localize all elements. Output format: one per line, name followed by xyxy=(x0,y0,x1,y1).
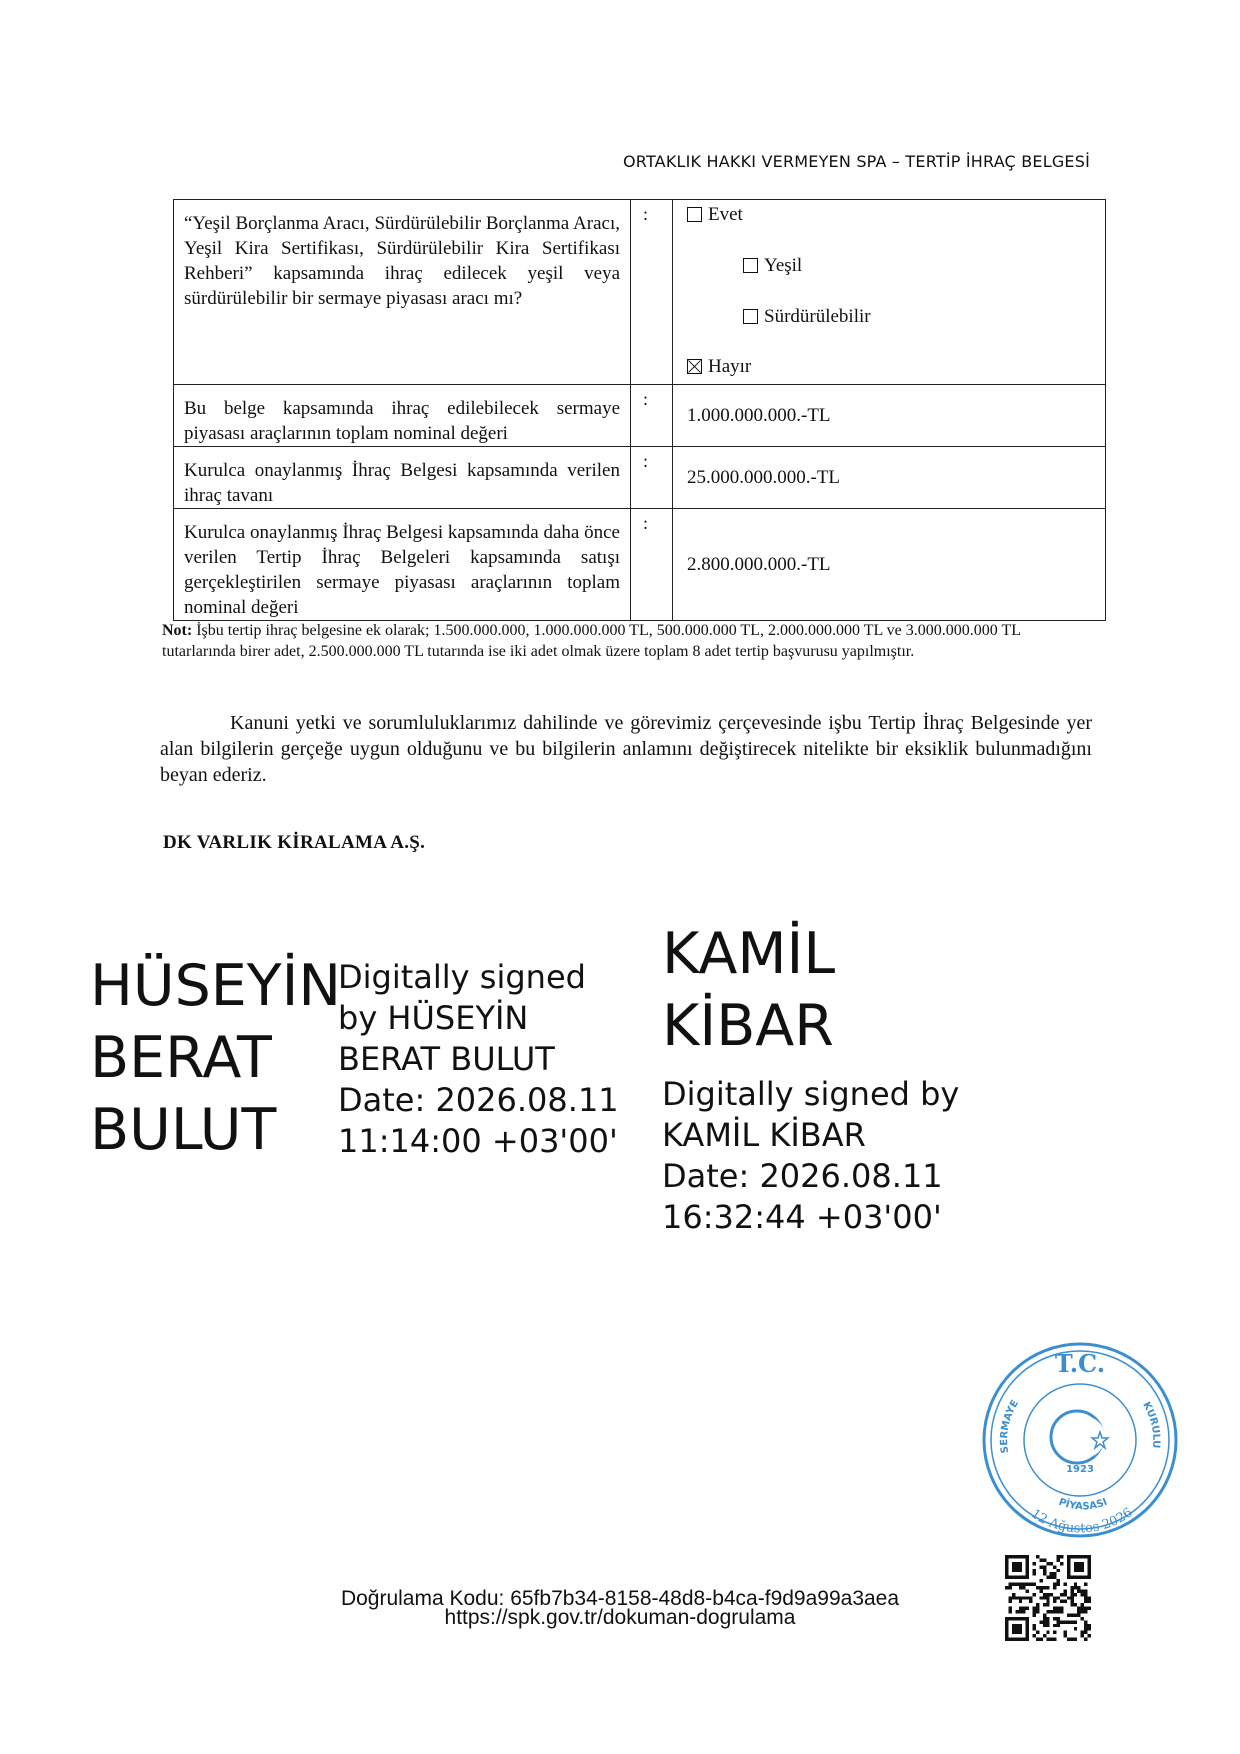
qr-code-icon[interactable] xyxy=(1005,1555,1091,1641)
question-cell: “Yeşil Borçlanma Aracı, Sürdürülebilir Borçlanma Aracı, Yeşil Kira Sertifikası, Sürdürülebilir Kira Sertifikası Rehberi” kapsamında ihraç edilecek yeşil veya sürdürülebilir bir sermaye piyasası aracı mı? xyxy=(174,200,631,385)
checkbox-unchecked-icon[interactable] xyxy=(743,309,758,324)
colon-cell: : xyxy=(631,385,673,447)
value-text: 1.000.000.000.-TL xyxy=(687,405,831,426)
signer-2-digital-signature[interactable] xyxy=(662,1074,959,1238)
declaration-paragraph: Kanuni yetki ve sorumluluklarımız dahilinde ve görevimiz çerçevesinde işbu Tertip İhraç Belgesinde yer alan bilgilerin gerçeğe uygun olduğunu ve bu bilgilerin anlamını değiştirecek nitelikte bir eksiklik bulunmadığını beyan ederiz. xyxy=(160,712,1092,786)
signer-name-line: HÜSEYİN xyxy=(90,953,342,1019)
official-seal xyxy=(980,1340,1180,1540)
option-evet[interactable] xyxy=(687,202,743,227)
seal-date: 12 Ağustos 2026 xyxy=(1028,1505,1136,1537)
verification-url[interactable]: https://spk.gov.tr/dokuman-dogrulama xyxy=(444,1606,796,1629)
signer-2-name xyxy=(662,918,835,1062)
document-header-title: ORTAKLIK HAKKI VERMEYEN SPA – TERTİP İHRAÇ BELGESİ xyxy=(623,152,1090,171)
note-text: İşbu tertip ihraç belgesine ek olarak; 1.500.000.000, 1.000.000.000 TL, 500.000.000 TL, 2.000.000.000 TL ve 3.000.000.000 TL tutarlarında birer adet, 2.500.000.000 TL tutarında ise iki adet olmak üzere toplam 8 adet tertip başvurusu yapılmıştır. xyxy=(162,622,1021,660)
answer-cell xyxy=(673,385,1106,447)
signature-date: Date: 2026.08.11 xyxy=(338,1081,619,1119)
answer-cell xyxy=(673,509,1106,621)
signature-date: Date: 2026.08.11 xyxy=(662,1157,943,1195)
signature-time: 11:14:00 +03'00' xyxy=(338,1122,618,1160)
option-hayir[interactable] xyxy=(687,354,751,379)
note-label: Not: xyxy=(162,622,193,639)
question-cell: Bu belge kapsamında ihraç edilebilecek sermaye piyasası araçlarının toplam nominal değeri xyxy=(174,385,631,447)
value-text: 2.800.000.000.-TL xyxy=(687,554,831,575)
colon-cell: : xyxy=(631,447,673,509)
signer-1-digital-signature[interactable] xyxy=(338,957,619,1162)
option-label: Evet xyxy=(708,204,743,225)
signature-line: by HÜSEYİN xyxy=(338,999,529,1037)
option-label: Yeşil xyxy=(764,255,803,276)
question-cell: Kurulca onaylanmış İhraç Belgesi kapsamında daha önce verilen Tertip İhraç Belgeleri kapsamında satışı gerçekleştirilen sermaye piyasası araçlarının toplam nominal değeri xyxy=(174,509,631,621)
checkbox-unchecked-icon[interactable] xyxy=(743,258,758,273)
seal-arc-bottom: PİYASASI xyxy=(1057,1496,1109,1513)
seal-top-text: T.C. xyxy=(1054,1349,1106,1378)
verification-block xyxy=(300,1589,940,1627)
table-row xyxy=(174,509,1106,621)
footnote xyxy=(162,620,1092,662)
option-surdurulebilir[interactable] xyxy=(743,304,871,329)
value-text: 25.000.000.000.-TL xyxy=(687,467,841,488)
signer-name-line: BERAT xyxy=(90,1025,272,1091)
signature-line: BERAT BULUT xyxy=(338,1040,555,1078)
seal-arc-right: KURULU xyxy=(1140,1400,1162,1449)
signature-line: Digitally signed xyxy=(338,958,586,996)
signature-line: Digitally signed by xyxy=(662,1075,960,1113)
question-cell: Kurulca onaylanmış İhraç Belgesi kapsamında verilen ihraç tavanı xyxy=(174,447,631,509)
colon-cell: : xyxy=(631,509,673,621)
crescent-star-icon xyxy=(1051,1411,1108,1463)
option-label: Sürdürülebilir xyxy=(764,306,871,327)
signer-name-line: BULUT xyxy=(90,1097,277,1163)
table-row xyxy=(174,385,1106,447)
issuance-info-table xyxy=(173,199,1106,621)
answer-cell xyxy=(673,447,1106,509)
option-label: Hayır xyxy=(708,356,752,377)
option-yesil[interactable] xyxy=(743,253,802,278)
signer-name-line: KAMİL xyxy=(662,921,836,987)
checkbox-unchecked-icon[interactable] xyxy=(687,207,702,222)
colon-cell: : xyxy=(631,200,673,385)
seal-arc-left: SERMAYE xyxy=(999,1398,1022,1454)
table-row xyxy=(174,447,1106,509)
company-name: DK VARLIK KİRALAMA A.Ş. xyxy=(163,832,426,853)
signer-name-line: KİBAR xyxy=(662,993,834,1059)
table-row xyxy=(174,200,1106,385)
verification-code: Doğrulama Kodu: 65fb7b34-8158-48d8-b4ca-f9d9a99a3aea xyxy=(340,1587,900,1610)
signer-1-name xyxy=(90,950,341,1166)
seal-year: 1923 xyxy=(1066,1464,1094,1475)
checkbox-checked-icon[interactable] xyxy=(687,359,702,374)
answer-cell-green-question xyxy=(673,200,1106,385)
signature-line: KAMİL KİBAR xyxy=(662,1116,866,1154)
signature-time: 16:32:44 +03'00' xyxy=(662,1198,942,1236)
